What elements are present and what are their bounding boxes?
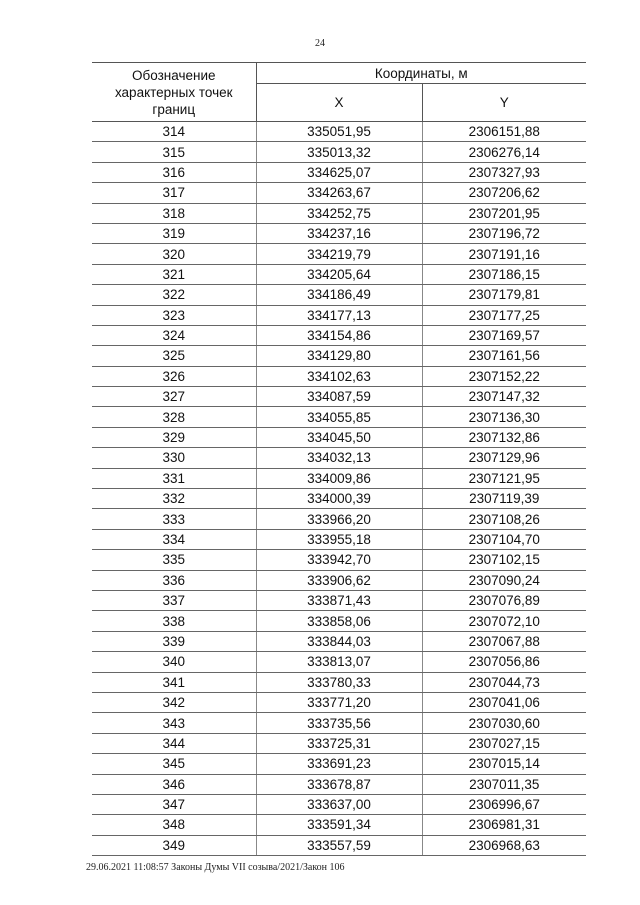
cell-y: 2307072,10 (422, 611, 586, 631)
cell-point: 325 (92, 346, 256, 366)
cell-point: 330 (92, 448, 256, 468)
cell-x: 333735,56 (256, 713, 422, 733)
cell-x: 334154,86 (256, 325, 422, 345)
cell-x: 334055,85 (256, 407, 422, 427)
cell-x: 333771,20 (256, 692, 422, 712)
table-row (92, 162, 586, 182)
table-row (92, 264, 586, 284)
cell-x: 334263,67 (256, 183, 422, 203)
cell-y: 2307179,81 (422, 285, 586, 305)
header-y: Y (422, 84, 586, 122)
cell-x: 334009,86 (256, 468, 422, 488)
cell-y: 2307011,35 (422, 774, 586, 794)
cell-point: 335 (92, 550, 256, 570)
table-row (92, 570, 586, 590)
cell-x: 334219,79 (256, 244, 422, 264)
cell-y: 2307027,15 (422, 733, 586, 753)
table-row (92, 346, 586, 366)
cell-y: 2307090,24 (422, 570, 586, 590)
cell-y: 2307056,86 (422, 652, 586, 672)
cell-x: 334177,13 (256, 305, 422, 325)
cell-point: 315 (92, 142, 256, 162)
cell-point: 334 (92, 529, 256, 549)
cell-x: 333955,18 (256, 529, 422, 549)
cell-point: 321 (92, 264, 256, 284)
cell-x: 333637,00 (256, 794, 422, 814)
table-row (92, 285, 586, 305)
cell-y: 2306276,14 (422, 142, 586, 162)
table-row (92, 713, 586, 733)
cell-point: 318 (92, 203, 256, 223)
cell-x: 333906,62 (256, 570, 422, 590)
cell-point: 344 (92, 733, 256, 753)
cell-point: 327 (92, 387, 256, 407)
page-number: 24 (315, 38, 325, 49)
cell-y: 2306968,63 (422, 835, 586, 855)
cell-y: 2307041,06 (422, 692, 586, 712)
cell-x: 333725,31 (256, 733, 422, 753)
cell-point: 328 (92, 407, 256, 427)
table-row (92, 815, 586, 835)
cell-y: 2307136,30 (422, 407, 586, 427)
table-header (92, 63, 586, 122)
cell-y: 2307201,95 (422, 203, 586, 223)
cell-x: 333557,59 (256, 835, 422, 855)
cell-point: 331 (92, 468, 256, 488)
table-row (92, 611, 586, 631)
cell-x: 333691,23 (256, 754, 422, 774)
table-row (92, 244, 586, 264)
cell-y: 2307129,96 (422, 448, 586, 468)
cell-point: 322 (92, 285, 256, 305)
cell-y: 2307191,16 (422, 244, 586, 264)
table-row (92, 427, 586, 447)
cell-y: 2306151,88 (422, 122, 586, 142)
cell-point: 323 (92, 305, 256, 325)
table-row (92, 652, 586, 672)
cell-y: 2307196,72 (422, 223, 586, 243)
table-row (92, 366, 586, 386)
table-row (92, 631, 586, 651)
cell-x: 334186,49 (256, 285, 422, 305)
table-row (92, 590, 586, 610)
table-row (92, 387, 586, 407)
cell-x: 334625,07 (256, 162, 422, 182)
cell-x: 334252,75 (256, 203, 422, 223)
coordinates-table (92, 62, 586, 856)
cell-y: 2307177,25 (422, 305, 586, 325)
cell-point: 345 (92, 754, 256, 774)
table-row (92, 468, 586, 488)
cell-point: 332 (92, 489, 256, 509)
table-row (92, 142, 586, 162)
cell-point: 347 (92, 794, 256, 814)
table-row (92, 122, 586, 142)
cell-point: 326 (92, 366, 256, 386)
cell-point: 336 (92, 570, 256, 590)
table-row (92, 672, 586, 692)
cell-point: 324 (92, 325, 256, 345)
document-footer: 29.06.2021 11:08:57 Законы Думы VII созыва/2021/Закон 106 (86, 862, 345, 873)
cell-point: 314 (92, 122, 256, 142)
header-coordinates: Координаты, м (256, 63, 586, 84)
cell-y: 2307186,15 (422, 264, 586, 284)
cell-x: 333813,07 (256, 652, 422, 672)
cell-x: 334129,80 (256, 346, 422, 366)
cell-x: 334205,64 (256, 264, 422, 284)
table-row (92, 529, 586, 549)
table-row (92, 407, 586, 427)
cell-x: 335013,32 (256, 142, 422, 162)
cell-x: 333844,03 (256, 631, 422, 651)
cell-x: 334102,63 (256, 366, 422, 386)
cell-x: 334045,50 (256, 427, 422, 447)
cell-y: 2306981,31 (422, 815, 586, 835)
cell-y: 2307132,86 (422, 427, 586, 447)
cell-y: 2307147,32 (422, 387, 586, 407)
cell-x: 333966,20 (256, 509, 422, 529)
cell-point: 343 (92, 713, 256, 733)
cell-point: 340 (92, 652, 256, 672)
cell-x: 333871,43 (256, 590, 422, 610)
cell-y: 2307119,39 (422, 489, 586, 509)
cell-point: 338 (92, 611, 256, 631)
cell-x: 333678,87 (256, 774, 422, 794)
table-row (92, 692, 586, 712)
cell-x: 333591,34 (256, 815, 422, 835)
cell-point: 348 (92, 815, 256, 835)
cell-y: 2307067,88 (422, 631, 586, 651)
cell-point: 319 (92, 223, 256, 243)
cell-x: 334032,13 (256, 448, 422, 468)
table-row (92, 183, 586, 203)
cell-y: 2307015,14 (422, 754, 586, 774)
cell-point: 337 (92, 590, 256, 610)
cell-point: 329 (92, 427, 256, 447)
cell-x: 335051,95 (256, 122, 422, 142)
table-row (92, 305, 586, 325)
table-row (92, 774, 586, 794)
table-row (92, 489, 586, 509)
cell-y: 2307206,62 (422, 183, 586, 203)
table-row (92, 835, 586, 855)
table-row (92, 325, 586, 345)
table-row (92, 203, 586, 223)
cell-point: 333 (92, 509, 256, 529)
table-row (92, 754, 586, 774)
header-point-designation: Обозначение характерных точек границ (92, 63, 256, 122)
cell-y: 2307161,56 (422, 346, 586, 366)
cell-point: 346 (92, 774, 256, 794)
cell-y: 2307108,26 (422, 509, 586, 529)
cell-point: 316 (92, 162, 256, 182)
table-body (92, 122, 586, 856)
table-row (92, 223, 586, 243)
cell-y: 2307121,95 (422, 468, 586, 488)
cell-y: 2307030,60 (422, 713, 586, 733)
cell-y: 2306996,67 (422, 794, 586, 814)
cell-point: 317 (92, 183, 256, 203)
cell-point: 349 (92, 835, 256, 855)
cell-y: 2307104,70 (422, 529, 586, 549)
cell-x: 334087,59 (256, 387, 422, 407)
cell-y: 2307152,22 (422, 366, 586, 386)
cell-y: 2307102,15 (422, 550, 586, 570)
table-row (92, 733, 586, 753)
cell-point: 320 (92, 244, 256, 264)
cell-y: 2307169,57 (422, 325, 586, 345)
cell-point: 341 (92, 672, 256, 692)
cell-y: 2307327,93 (422, 162, 586, 182)
table-row (92, 550, 586, 570)
cell-point: 339 (92, 631, 256, 651)
cell-y: 2307044,73 (422, 672, 586, 692)
header-x: X (256, 84, 422, 122)
table-row (92, 509, 586, 529)
cell-x: 333780,33 (256, 672, 422, 692)
table-row (92, 448, 586, 468)
table-row (92, 794, 586, 814)
cell-y: 2307076,89 (422, 590, 586, 610)
cell-x: 334000,39 (256, 489, 422, 509)
cell-x: 333858,06 (256, 611, 422, 631)
cell-x: 333942,70 (256, 550, 422, 570)
cell-x: 334237,16 (256, 223, 422, 243)
cell-point: 342 (92, 692, 256, 712)
